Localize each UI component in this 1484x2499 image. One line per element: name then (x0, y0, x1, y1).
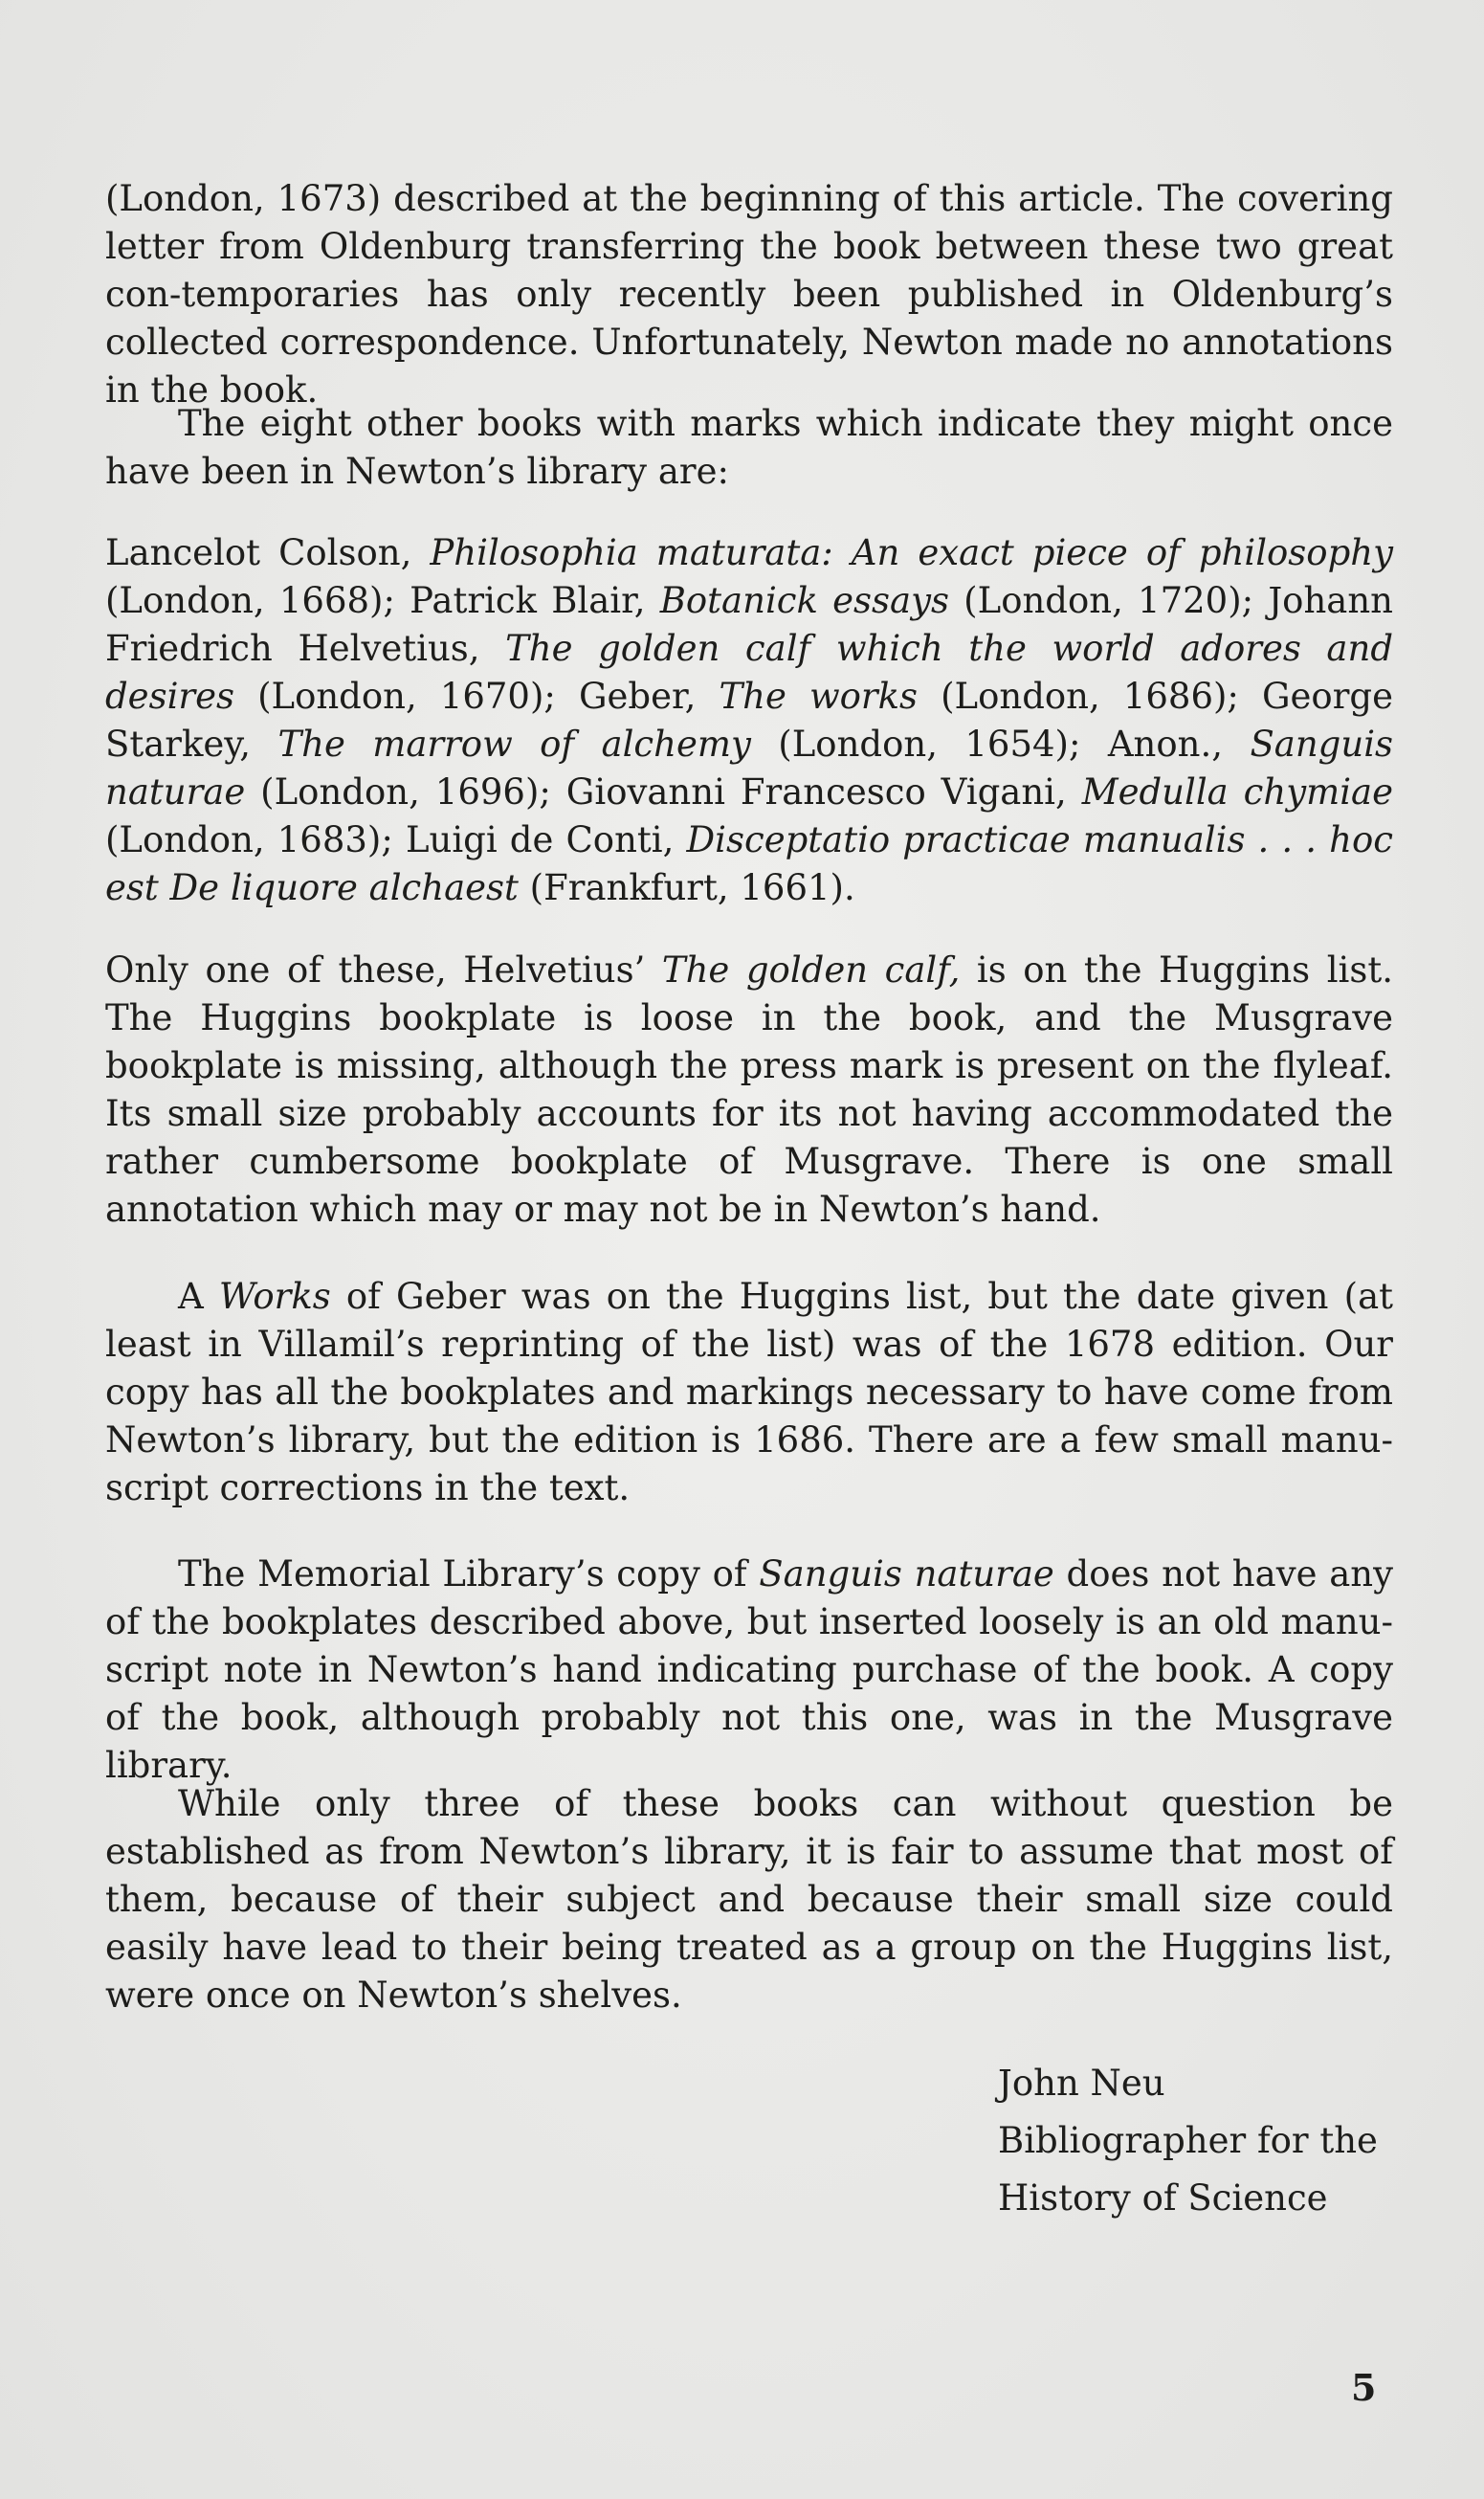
text-run: (London, 1720); Johann Friedrich Helvetius, (105, 580, 1393, 669)
paragraph-sanguis-naturae (105, 1551, 1393, 1790)
text-run: (Frankfurt, 1661). (518, 867, 855, 908)
italic-title-run: Sanguis naturae (759, 1553, 1054, 1595)
italic-title-run: Medulla chymiae (1081, 771, 1393, 813)
text-run: A (178, 1276, 219, 1317)
text-run: (London, 1670); Geber, (233, 676, 720, 717)
text-run: of Geber was on the Huggins list, but the date given (at least in Villamil’s reprinting of the list) was of the 1678 edition. Our copy has all the bookplates and markings necessary to have come from Newton’s library, but the edition is 1686. There are a few small manuscript corrections in the text. (105, 1276, 1393, 1508)
text-run: does not have any of the bookplates described above, but inserted loosely is an old manuscript note in Newton’s hand indicating purchase of the book. A copy of the book, although probably not this one, was in the Musgrave library. (105, 1553, 1394, 1786)
text-run: Only one of these, Helvetius’ (105, 949, 662, 991)
text-run: (London, 1668); Patrick Blair, (105, 580, 660, 621)
italic-title-run: The golden calf, (661, 949, 961, 991)
text-run: (London, 1683); Luigi de Conti, (105, 819, 687, 860)
italic-title-run: Philosophia maturata: An exact piece of philosophy (430, 532, 1393, 573)
paragraph-conclusion: While only three of these books can without question be established as from Newton’s library, it is fair to assume that most of them, because of their subject and because their small size could easily have lead to their being treated as a group on the Huggins list, were once on Newton’s shelves. (105, 1783, 1393, 2016)
paragraph-eight-books-intro: The eight other books with marks which indicate they might once have been in Newton’s library are: (105, 403, 1393, 492)
author-signature-block (998, 2055, 1378, 2227)
italic-title-run: The marrow of alchemy (277, 724, 751, 765)
italic-title-run: Works (218, 1276, 331, 1317)
author-name: John Neu (998, 2063, 1165, 2104)
page-number: 5 (1351, 2366, 1377, 2409)
italic-title-run: The golden calf which the world adores and desires (105, 628, 1394, 717)
author-title-line-1: Bibliographer for the (998, 2120, 1378, 2161)
italic-title-run: Botanick essays (659, 580, 949, 621)
text-run: Lancelot Colson, (105, 532, 431, 573)
text-run: (London, 1686); George Starkey, (105, 676, 1393, 765)
paragraph-newton-oldenburg: (London, 1673) described at the beginning of this article. The covering letter from Oldenburg transferring the book between these two great con-temporaries has only recently been published in Oldenburg’s collected correspondence. Unfortunately, Newton made no annotations in the book. (105, 178, 1393, 411)
paragraph-golden-calf (105, 947, 1393, 1234)
text-run: (London, 1696); Giovanni Francesco Vigani, (245, 771, 1082, 813)
paragraph-geber-works (105, 1273, 1393, 1512)
italic-title-run: Disceptatio practicae manualis . . . hoc est De liquore alchaest (105, 819, 1393, 908)
text-run: (London, 1654); Anon., (750, 724, 1251, 765)
italic-title-run: Sanguis naturae (105, 724, 1394, 813)
paragraph-book-list (105, 529, 1393, 912)
text-run: The Memorial Library’s copy of (178, 1553, 760, 1595)
italic-title-run: The works (719, 676, 918, 717)
author-title-line-2: History of Science (998, 2177, 1328, 2219)
text-run: is on the Huggins list. The Huggins bookplate is loose in the book, and the Musgrave bookplate is missing, although the press mark is present on the flyleaf. Its small size probably accounts for its not having accommodated the rather cumbersome bookplate of Musgrave. There is one small annotation which may or may not be in Newton’s hand. (105, 949, 1393, 1230)
